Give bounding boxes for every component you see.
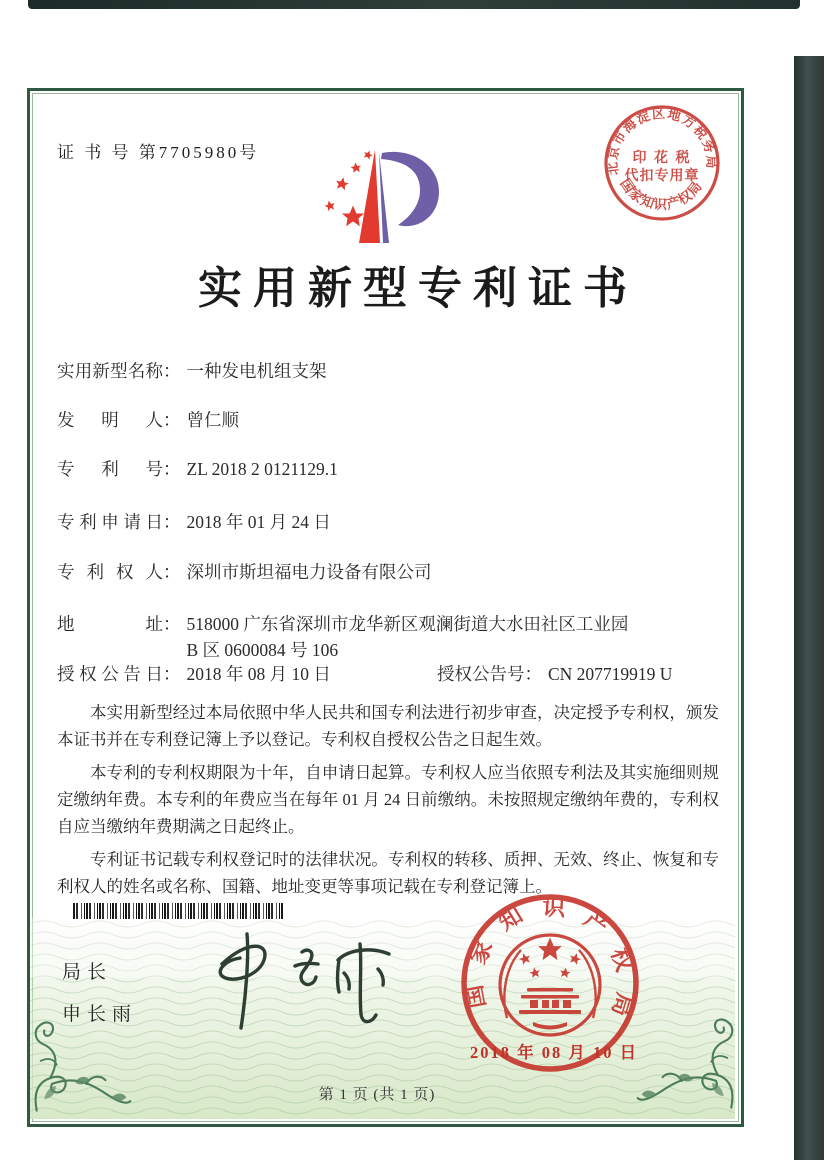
field-colon: ：: [163, 459, 181, 479]
field-label: 专利号: [57, 459, 163, 479]
field-value: CN 207719919 U: [548, 664, 673, 684]
director-title: 局长: [62, 962, 113, 983]
field-row-address: [57, 611, 635, 663]
field-label: 授权公告号: [437, 664, 525, 684]
field-colon: ：: [163, 562, 181, 582]
field-row-utility-model-name: [57, 358, 735, 384]
seal-date: 2018 年 08 月 10 日: [470, 1043, 639, 1062]
body-paragraph: 本实用新型经过本局依照中华人民共和国专利法进行初步审查，决定授予专利权，颁发本证书并在专利登记簿上予以登记。专利权自授权公告之日起生效。: [57, 703, 719, 749]
field-row-inventor: [57, 407, 735, 433]
field-colon: ：: [163, 410, 181, 430]
field-row-patent-number: [57, 456, 735, 482]
director-printed-name: 申长雨: [62, 1004, 138, 1025]
cnipa-logo-icon: [318, 140, 443, 258]
field-row-patentee: [57, 559, 735, 585]
field-label: 地址: [57, 614, 163, 634]
body-paragraph: 专利证书记载专利权登记时的法律状况。专利权的转移、质押、无效、终止、恢复和专利权人的姓名或名称、国籍、地址变更等事项记载在专利登记簿上。: [57, 850, 719, 896]
director-signature: [192, 926, 407, 1038]
office-seal-arc-text: 国家知识产权局: [461, 894, 638, 1020]
certificate-title: 实用新型专利证书: [198, 264, 638, 313]
field-colon: ：: [163, 664, 181, 684]
field-colon: ：: [163, 614, 181, 634]
certificate-body-text: [57, 699, 719, 900]
field-row-filing-date: [57, 509, 735, 535]
field-value: ZL 2018 2 0121129.1: [186, 459, 338, 479]
tax-stamp-line1: 印 花 税: [632, 151, 692, 166]
field-colon: ：: [163, 512, 181, 532]
field-label: 实用新型名称: [57, 361, 163, 381]
field-value: 2018 年 08 月 10 日: [186, 664, 331, 684]
tax-stamp-arc-top-text: 北京市海淀区地方税务局: [604, 105, 720, 177]
field-value: 518000 广东省深圳市龙华新区观澜街道大水田社区工业园 B 区 0600084 号 106: [186, 614, 629, 660]
field-colon: ：: [524, 664, 542, 684]
tax-stamp-seal: [601, 102, 723, 224]
field-colon: ：: [163, 361, 181, 381]
scan-edge-shadow-right: [794, 56, 824, 1160]
field-value: 曾仁顺: [186, 410, 239, 430]
field-label: 发明人: [57, 410, 163, 430]
svg-text:国家知识产权局: [461, 895, 638, 1020]
field-label: 授权公告日: [57, 664, 163, 684]
certificate-number: 证 书 号 第7705980号: [57, 143, 260, 162]
national-emblem-icon: [500, 935, 600, 1035]
field-value: 2018 年 01 月 24 日: [186, 512, 331, 532]
tax-stamp-arc-bottom-text: 国家知识产权局: [617, 175, 705, 213]
field-label: 专利申请日: [57, 512, 163, 532]
scan-edge-shadow-top: [28, 0, 800, 9]
field-value: 一种发电机组支架: [186, 361, 327, 381]
field-row-grant-number: [437, 661, 672, 687]
barcode-icon: [73, 903, 283, 919]
tax-stamp-line2: 代扣专用章: [624, 169, 700, 184]
field-value: 深圳市斯坦福电力设备有限公司: [186, 562, 432, 582]
page-footer: 第 1 页 (共 1 页): [318, 1087, 436, 1103]
field-label: 专利权人: [57, 562, 163, 582]
body-paragraph: 本专利的专利权期限为十年，自申请日起算。专利权人应当依照专利法及其实施细则规定缴纳年费。本专利的年费应当在每年 01 月 24 日前缴纳。未按照规定缴纳年费的，专利权自应当缴纳年费期满之日起终止。: [57, 763, 719, 836]
